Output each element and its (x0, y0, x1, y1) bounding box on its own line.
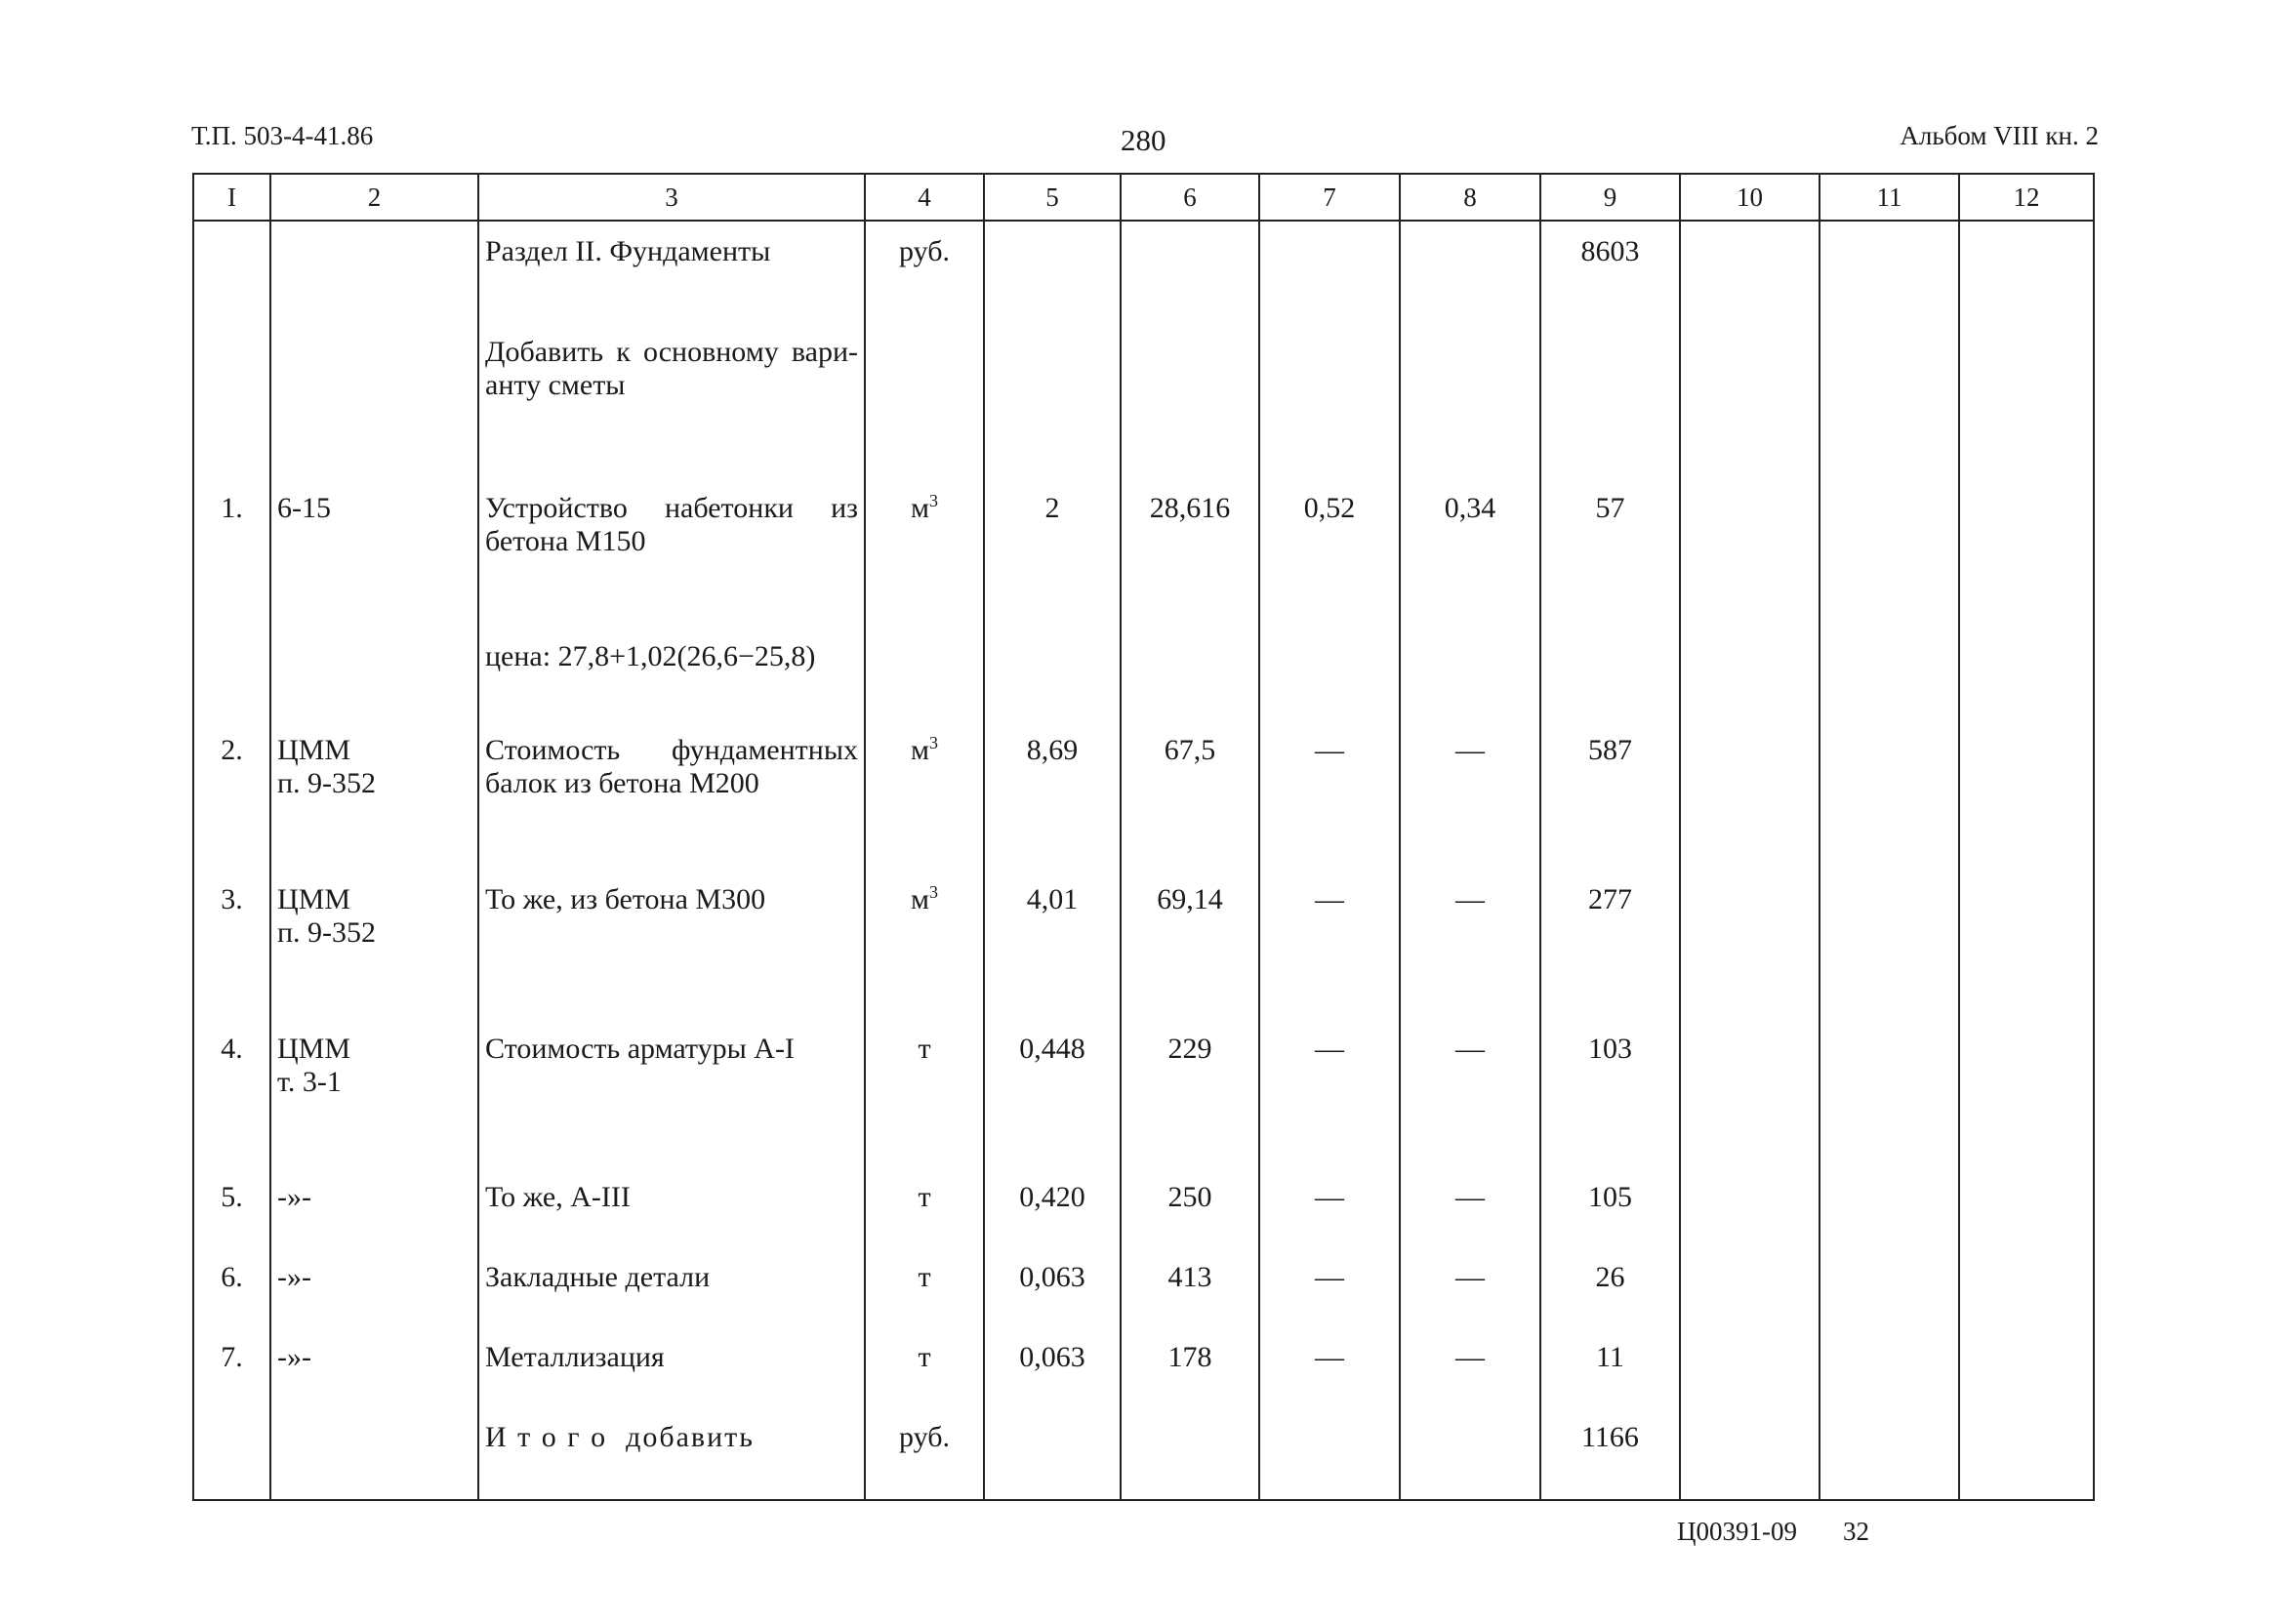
table-row (193, 1257, 2094, 1325)
row-number: 6. (193, 1257, 270, 1325)
row-quantity: 0,420 (984, 1177, 1121, 1245)
row-col8: — (1400, 1337, 1540, 1405)
row-col7: — (1259, 1257, 1400, 1325)
row-unit: $м^3$ (865, 730, 984, 854)
row-total: 105 (1540, 1177, 1680, 1245)
row-total: 57 (1540, 488, 1680, 612)
table-row (193, 1029, 2094, 1153)
column-header: 2 (270, 174, 478, 221)
row-unit: т (865, 1337, 984, 1405)
row-number: 1. (193, 488, 270, 612)
row-total: 277 (1540, 879, 1680, 1003)
summary-unit: руб. (865, 1417, 984, 1485)
footer-page: 32 (1843, 1517, 1869, 1546)
column-header: 10 (1680, 174, 1820, 221)
section-total: 8603 (1540, 221, 1680, 306)
row-col8: — (1400, 730, 1540, 854)
column-header-row (193, 174, 2094, 221)
row-code: -»- (270, 1177, 478, 1245)
row-number: 7. (193, 1337, 270, 1405)
row-unit: $м^3$ (865, 488, 984, 612)
summary-total: 1166 (1540, 1417, 1680, 1485)
price-formula: цена: 27,8+1,02(26,6−25,8) (478, 636, 865, 705)
column-header: 12 (1959, 174, 2094, 221)
row-description: Металлизация (478, 1337, 865, 1405)
summary-label: И т о г о добавить (478, 1417, 865, 1485)
row-number: 3. (193, 879, 270, 1003)
summary-row (193, 1417, 2094, 1485)
row-quantity: 0,448 (984, 1029, 1121, 1153)
page-number: 280 (1121, 123, 1166, 157)
row-col8: — (1400, 879, 1540, 1003)
row-description: То же, из бетона М300 (478, 879, 865, 1003)
row-col8: — (1400, 1029, 1540, 1153)
section-note: Добавить к основному вари-анту сметы (478, 332, 865, 456)
table-row (193, 488, 2094, 612)
row-description: Устройство набетонки из бетона М150 (478, 488, 865, 612)
section-title: Раздел II. Фундаменты (478, 221, 865, 306)
row-col8: — (1400, 1257, 1540, 1325)
row-total: 11 (1540, 1337, 1680, 1405)
row-quantity: 4,01 (984, 879, 1121, 1003)
column-header: 7 (1259, 174, 1400, 221)
row-unit: т (865, 1177, 984, 1245)
row-unit: $м^3$ (865, 879, 984, 1003)
document-code: Т.П. 503-4-41.86 (191, 121, 374, 150)
section-row (193, 221, 2094, 306)
column-header: 6 (1121, 174, 1259, 221)
row-number: 5. (193, 1177, 270, 1245)
row-description: Стоимость арматуры А-I (478, 1029, 865, 1153)
row-code: ЦММ т. 3-1 (270, 1029, 478, 1153)
column-header: I (193, 174, 270, 221)
row-number: 2. (193, 730, 270, 854)
row-price: 250 (1121, 1177, 1259, 1245)
table-row (193, 1177, 2094, 1245)
row-col8: 0,34 (1400, 488, 1540, 612)
row-col7: — (1259, 730, 1400, 854)
row-col7: — (1259, 1177, 1400, 1245)
row-price: 28,616 (1121, 488, 1259, 612)
row-quantity: 2 (984, 488, 1121, 612)
column-header: 5 (984, 174, 1121, 221)
row-description: Закладные детали (478, 1257, 865, 1325)
row-code: -»- (270, 1257, 478, 1325)
section-unit: руб. (865, 221, 984, 306)
row-total: 587 (1540, 730, 1680, 854)
row-unit: т (865, 1029, 984, 1153)
column-header: 9 (1540, 174, 1680, 221)
row-total: 103 (1540, 1029, 1680, 1153)
row-col8: — (1400, 1177, 1540, 1245)
row-quantity: 0,063 (984, 1337, 1121, 1405)
row-quantity: 8,69 (984, 730, 1121, 854)
column-header: 8 (1400, 174, 1540, 221)
column-header: 4 (865, 174, 984, 221)
row-unit: т (865, 1257, 984, 1325)
footer-code: Ц00391-09 (1677, 1517, 1797, 1546)
row-description: Стоимость фундаментных балок из бетона М200 (478, 730, 865, 854)
row-code: ЦММ п. 9-352 (270, 730, 478, 854)
row-price: 69,14 (1121, 879, 1259, 1003)
row-total: 26 (1540, 1257, 1680, 1325)
row-code: -»- (270, 1337, 478, 1405)
table-row (193, 730, 2094, 854)
row-col7: — (1259, 1337, 1400, 1405)
table-row (193, 879, 2094, 1003)
row-quantity: 0,063 (984, 1257, 1121, 1325)
row-description: То же, А-III (478, 1177, 865, 1245)
row-col7: — (1259, 1029, 1400, 1153)
row-price: 229 (1121, 1029, 1259, 1153)
row-price: 178 (1121, 1337, 1259, 1405)
row-code: ЦММ п. 9-352 (270, 879, 478, 1003)
row-col7: 0,52 (1259, 488, 1400, 612)
row-price: 67,5 (1121, 730, 1259, 854)
row-number: 4. (193, 1029, 270, 1153)
table-row (193, 636, 2094, 705)
column-header: 3 (478, 174, 865, 221)
row-col7: — (1259, 879, 1400, 1003)
column-header: 11 (1820, 174, 1959, 221)
estimate-table (192, 173, 2095, 1501)
table-row (193, 1337, 2094, 1405)
row-code: 6-15 (270, 488, 478, 612)
section-note-row (193, 332, 2094, 456)
row-price: 413 (1121, 1257, 1259, 1325)
album-label: Альбом VIII кн. 2 (1900, 121, 2099, 150)
